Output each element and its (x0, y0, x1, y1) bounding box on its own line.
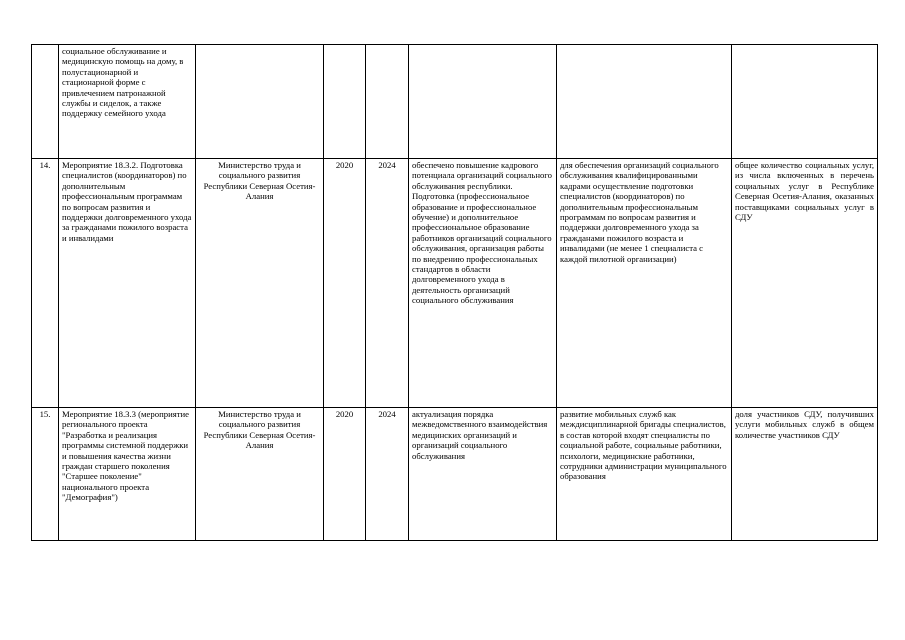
task-cell (409, 45, 557, 159)
row-number-cell: 14. (32, 159, 59, 408)
row-number-cell (32, 45, 59, 159)
start-year-cell: 2020 (324, 159, 366, 408)
start-year-cell (324, 45, 366, 159)
event-cell: социальное обслуживание и медицинскую помощь на дому, в полустационарной и стационарной форме с привлечением патронажной службы и сиделок, а также поддержку семейного ухода (59, 45, 196, 159)
result-cell (557, 45, 732, 159)
indicator-cell: доля участников СДУ, получивших услуги мобильных служб в общем количестве участников СДУ (732, 408, 878, 541)
executor-cell: Министерство труда и социального развития Республики Северная Осетия-Алания (196, 159, 324, 408)
end-year-cell: 2024 (366, 159, 409, 408)
indicator-cell: общее количество социальных услуг, из числа включенных в перечень социальных услуг в Республике Северная Осетия-Алания, оказанных поставщиками социальных услуг в СДУ (732, 159, 878, 408)
executor-cell (196, 45, 324, 159)
measures-table (31, 44, 878, 541)
executor-cell: Министерство труда и социального развития Республики Северная Осетия-Алания (196, 408, 324, 541)
row-number-cell: 15. (32, 408, 59, 541)
event-cell: Мероприятие 18.3.2. Подготовка специалистов (координаторов) по дополнительным профессиональным программам по вопросам развития и поддержки долговременного ухода за гражданами пожилого возраста и инвалидами (59, 159, 196, 408)
table-row (32, 159, 878, 408)
event-cell: Мероприятие 18.3.3 (мероприятие регионального проекта "Разработка и реализация программы системной поддержки и повышения качества жизни граждан старшего поколения "Старшее поколение" национального проекта "Демография") (59, 408, 196, 541)
start-year-cell: 2020 (324, 408, 366, 541)
table-row (32, 408, 878, 541)
task-cell: актуализация порядка межведомственного взаимодействия медицинских организаций и организаций социального обслуживания (409, 408, 557, 541)
task-cell: обеспечено повышение кадрового потенциала организаций социального обслуживания республики. Подготовка (профессиональное образование и профессиональное обучение) и дополнительное профессиональное образование работников организаций социального обслуживания, организация работы по внедрению профессиональных стандартов в области долговременного ухода в деятельность организаций социального обслуживания (409, 159, 557, 408)
table-row (32, 45, 878, 159)
result-cell: развитие мобильных служб как междисциплинарной бригады специалистов, в состав которой входят специалисты по социальной работе, социальные работники, психологи, медицинские работники, сотрудники администрации муниципального образования (557, 408, 732, 541)
end-year-cell: 2024 (366, 408, 409, 541)
end-year-cell (366, 45, 409, 159)
indicator-cell (732, 45, 878, 159)
result-cell: для обеспечения организаций социального обслуживания квалифицированными кадрами осуществление подготовки специалистов (координаторов) по дополнительным профессиональным программам по вопросам развития и поддержки долговременного ухода за гражданами пожилого возраста и инвалидами (не менее 1 специалиста с каждой пилотной организации) (557, 159, 732, 408)
